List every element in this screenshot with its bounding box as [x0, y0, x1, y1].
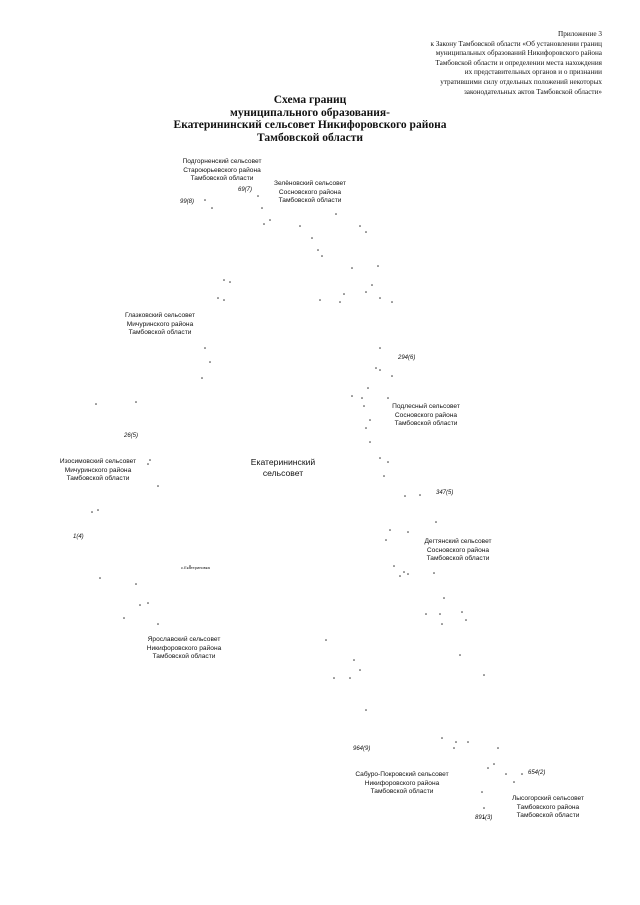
boundary-point	[391, 301, 393, 303]
junction-label: 654(2)	[528, 770, 546, 776]
neighbor-label-lysogorsky: Лысогорский сельсовет Тамбовского района Тамбовской области	[511, 795, 585, 820]
neighbor-label-podgornensky: Подгорненский сельсовет Староюрьевского района Тамбовской области	[182, 158, 262, 183]
boundary-point	[363, 405, 365, 407]
boundary-point	[325, 639, 327, 641]
junction-label: 99(8)	[180, 199, 195, 205]
boundary-point	[147, 463, 149, 465]
boundary-point	[383, 475, 385, 477]
boundary-point	[455, 741, 457, 743]
boundary-point	[99, 577, 101, 579]
boundary-point	[319, 299, 321, 301]
boundary-point	[389, 529, 391, 531]
boundary-point	[513, 781, 515, 783]
title-line: Тамбовской области	[256, 131, 363, 144]
boundary-point	[377, 265, 379, 267]
municipality-label: Екатерининский сельсовет	[250, 457, 316, 478]
boundary-point	[379, 369, 381, 371]
boundary-point	[97, 509, 99, 511]
boundary-point	[443, 597, 445, 599]
boundary-point	[487, 767, 489, 769]
boundary-point	[367, 387, 369, 389]
junction-label: 294(6)	[398, 355, 416, 361]
neighbor-label-yaroslavsky: Ярославский сельсовет Никифоровского района Тамбовской области	[146, 636, 222, 661]
boundary-point	[343, 293, 345, 295]
boundary-point	[204, 347, 206, 349]
junction-label: 891(3)	[475, 815, 493, 821]
boundary-point	[299, 225, 301, 227]
appendix-line: Тамбовской области и определении места нахождения	[435, 58, 602, 67]
boundary-point	[139, 604, 141, 606]
boundary-point	[439, 613, 441, 615]
boundary-point	[407, 573, 409, 575]
boundary-point	[375, 367, 377, 369]
boundary-point	[229, 281, 231, 283]
neighbor-label-saburo: Сабуро-Покровский сельсовет Никифоровского района Тамбовской области	[355, 771, 449, 796]
boundary-point	[359, 669, 361, 671]
boundary-point	[123, 617, 125, 619]
boundary-point	[365, 709, 367, 711]
boundary-point	[404, 495, 406, 497]
boundary-point	[425, 613, 427, 615]
boundary-point	[365, 427, 367, 429]
boundary-point	[459, 654, 461, 656]
boundary-point	[391, 375, 393, 377]
boundary-point	[333, 677, 335, 679]
boundary-point	[353, 659, 355, 661]
boundary-point	[365, 291, 367, 293]
title-line: Схема границ	[273, 94, 347, 106]
appendix-line: утратившими силу отдельных положений некоторых	[440, 77, 602, 86]
appendix-line: их представительных органов и о признании	[464, 68, 602, 77]
boundary-point	[263, 223, 265, 225]
boundary-point	[481, 791, 483, 793]
boundary-point	[359, 225, 361, 227]
junction-label: 964(9)	[353, 746, 371, 752]
boundary-point	[467, 741, 469, 743]
boundary-point	[311, 237, 313, 239]
boundary-point	[135, 583, 137, 585]
boundary-point	[261, 207, 263, 209]
junction-label: 347(5)	[436, 490, 454, 496]
boundary-point	[441, 623, 443, 625]
boundary-point	[351, 267, 353, 269]
boundary-point	[149, 459, 151, 461]
boundary-point	[211, 207, 213, 209]
boundary-points	[91, 195, 523, 819]
boundary-point	[223, 279, 225, 281]
boundary-point	[223, 299, 225, 301]
boundary-point	[369, 441, 371, 443]
boundary-point	[95, 403, 97, 405]
boundary-point	[521, 773, 523, 775]
boundary-point	[257, 195, 259, 197]
boundary-point	[135, 401, 137, 403]
boundary-point	[453, 747, 455, 749]
boundary-point	[321, 255, 323, 257]
boundary-point	[204, 199, 206, 201]
boundary-point	[91, 511, 93, 513]
boundary-point	[369, 419, 371, 421]
boundary-point	[493, 763, 495, 765]
boundary-point	[335, 213, 337, 215]
boundary-point	[157, 485, 159, 487]
boundary-point	[351, 395, 353, 397]
neighbor-label-podlesny: Подлесный сельсовет Сосновского района Тамбовской области	[392, 403, 460, 428]
boundary-point	[483, 674, 485, 676]
title-line: муниципального образования-	[230, 106, 390, 119]
boundary-point	[497, 747, 499, 749]
appendix-line: муниципальных образований Никифоровского района	[435, 49, 602, 58]
boundary-point	[461, 611, 463, 613]
junction-label: 69(7)	[238, 187, 253, 193]
settlement-label: с.Екатериновка	[181, 565, 210, 570]
boundary-point	[201, 377, 203, 379]
boundary-point	[399, 575, 401, 577]
boundary-point	[217, 297, 219, 299]
neighbor-label-zelenovsky: Зелёновский сельсовет Сосновского района Тамбовской области	[273, 180, 347, 205]
boundary-point	[339, 301, 341, 303]
boundary-point	[371, 284, 373, 286]
appendix-line: Приложение 3	[558, 30, 602, 38]
junction-label: 26(5)	[124, 433, 139, 439]
boundary-point	[407, 531, 409, 533]
boundary-point	[379, 457, 381, 459]
boundary-point	[505, 773, 507, 775]
boundary-point	[393, 565, 395, 567]
appendix-line: к Закону Тамбовской области «Об установлении границ	[430, 39, 602, 48]
boundary-point	[483, 807, 485, 809]
boundary-point	[465, 619, 467, 621]
boundary-point	[379, 347, 381, 349]
boundary-point	[209, 361, 211, 363]
boundary-point	[387, 461, 389, 463]
boundary-point	[387, 397, 389, 399]
boundary-point	[435, 521, 437, 523]
neighbor-label-glazkovsky: Глазковский сельсовет Мичуринского района Тамбовской области	[124, 312, 196, 337]
boundary-point	[379, 297, 381, 299]
boundary-point	[157, 623, 159, 625]
boundary-point	[317, 249, 319, 251]
boundary-point	[385, 539, 387, 541]
boundary-point	[269, 219, 271, 221]
appendix-line: законодательных актов Тамбовской области»	[463, 87, 602, 96]
neighbor-label-degtyansky: Дегтянский сельсовет Сосновского района Тамбовской области	[424, 538, 492, 563]
boundary-point	[361, 397, 363, 399]
boundary-point	[147, 602, 149, 604]
boundary-point	[433, 572, 435, 574]
boundary-point	[441, 737, 443, 739]
boundary-point	[365, 231, 367, 233]
boundary-point	[419, 494, 421, 496]
boundary-point	[349, 677, 351, 679]
neighbor-label-izosimovsky: Изосимовский сельсовет Мичуринского района Тамбовской области	[59, 458, 137, 483]
junction-label: 1(4)	[73, 534, 84, 540]
boundary-point	[403, 571, 405, 573]
title-line: Екатерининский сельсовет Никифоровского района	[173, 119, 447, 131]
